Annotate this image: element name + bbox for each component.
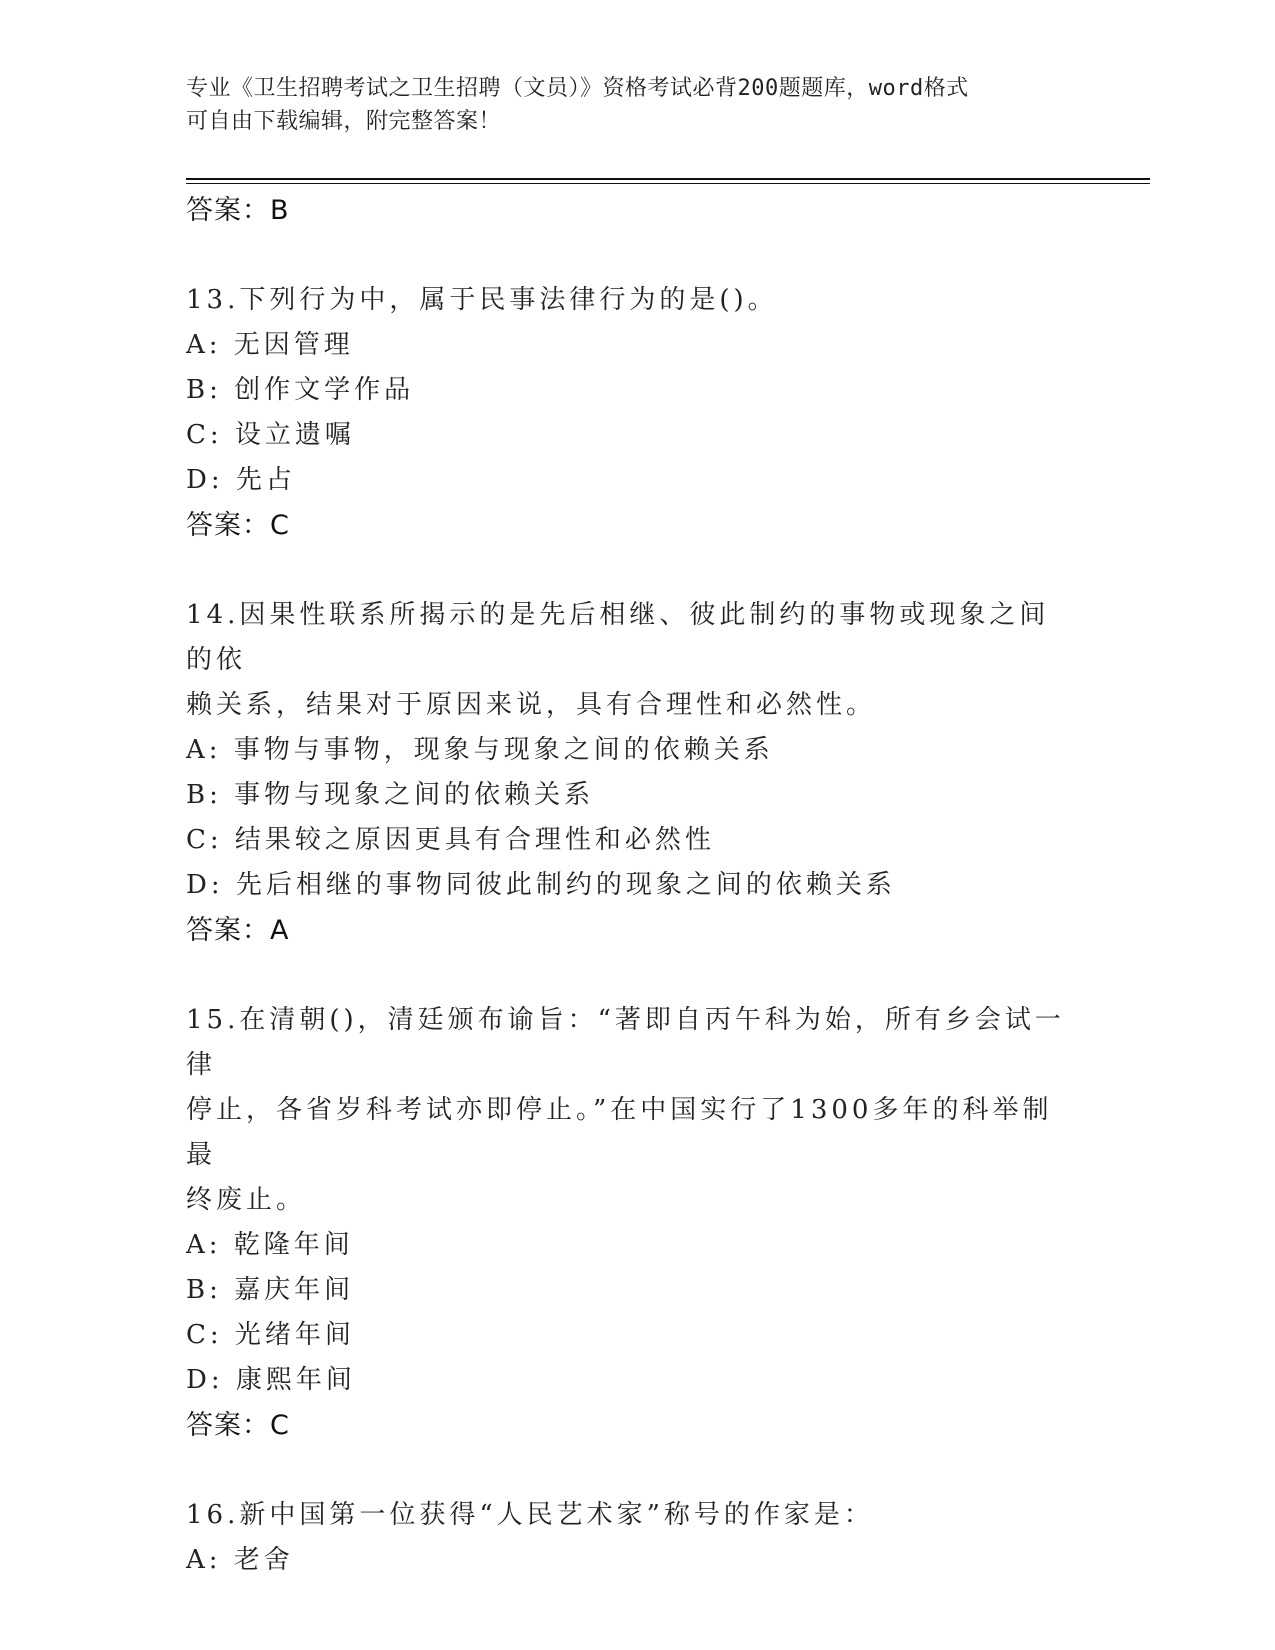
answer-line: 答案：C bbox=[186, 1410, 290, 1441]
header-line-1: 专业《卫生招聘考试之卫生招聘（文员）》资格考试必背200题题库，word格式 bbox=[186, 76, 969, 101]
option-a: A: 无因管理 bbox=[186, 330, 354, 360]
spacer bbox=[186, 1448, 1086, 1493]
option-d: D: 先占 bbox=[186, 465, 296, 495]
question-content bbox=[186, 188, 1086, 1583]
question-stem: 停止，各省岁科考试亦即停止。”在中国实行了1300多年的科举制最 bbox=[186, 1095, 1053, 1170]
question-block bbox=[186, 998, 1086, 1448]
question-stem: 15.在清朝()，清廷颁布谕旨：“著即自丙午科为始，所有乡会试一律 bbox=[186, 1005, 1065, 1080]
spacer bbox=[186, 548, 1086, 593]
spacer bbox=[186, 953, 1086, 998]
option-c: C: 结果较之原因更具有合理性和必然性 bbox=[186, 825, 715, 855]
option-d: D: 康熙年间 bbox=[186, 1365, 356, 1395]
answer-line: 答案：B bbox=[186, 195, 290, 226]
question-stem: 终废止。 bbox=[186, 1185, 307, 1215]
option-a: A: 乾隆年间 bbox=[186, 1230, 354, 1260]
option-a: A: 老舍 bbox=[186, 1545, 294, 1575]
header-rule-thick bbox=[186, 178, 1150, 180]
question-stem: 赖关系，结果对于原因来说，具有合理性和必然性。 bbox=[186, 690, 877, 720]
question-block bbox=[186, 1493, 1086, 1583]
option-a: A: 事物与事物，现象与现象之间的依赖关系 bbox=[186, 735, 774, 765]
option-c: C: 设立遗嘱 bbox=[186, 420, 355, 450]
question-stem: 13.下列行为中，属于民事法律行为的是()。 bbox=[186, 285, 778, 315]
option-b: B: 事物与现象之间的依赖关系 bbox=[186, 780, 595, 810]
option-b: B: 创作文学作品 bbox=[186, 375, 415, 405]
spacer bbox=[186, 233, 1086, 278]
document-header bbox=[186, 72, 1066, 138]
question-stem: 14.因果性联系所揭示的是先后相继、彼此制约的事物或现象之间的依 bbox=[186, 600, 1050, 675]
option-d: D: 先后相继的事物同彼此制约的现象之间的依赖关系 bbox=[186, 870, 896, 900]
question-stem: 16.新中国第一位获得“人民艺术家”称号的作家是： bbox=[186, 1500, 874, 1530]
option-c: C: 光绪年间 bbox=[186, 1320, 355, 1350]
question-block bbox=[186, 278, 1086, 548]
question-block bbox=[186, 593, 1086, 953]
header-rule-thin bbox=[186, 183, 1150, 184]
header-line-2: 可自由下载编辑，附完整答案！ bbox=[186, 109, 502, 134]
answer-line: 答案：A bbox=[186, 915, 290, 946]
option-b: B: 嘉庆年间 bbox=[186, 1275, 355, 1305]
answer-line: 答案：C bbox=[186, 510, 290, 541]
